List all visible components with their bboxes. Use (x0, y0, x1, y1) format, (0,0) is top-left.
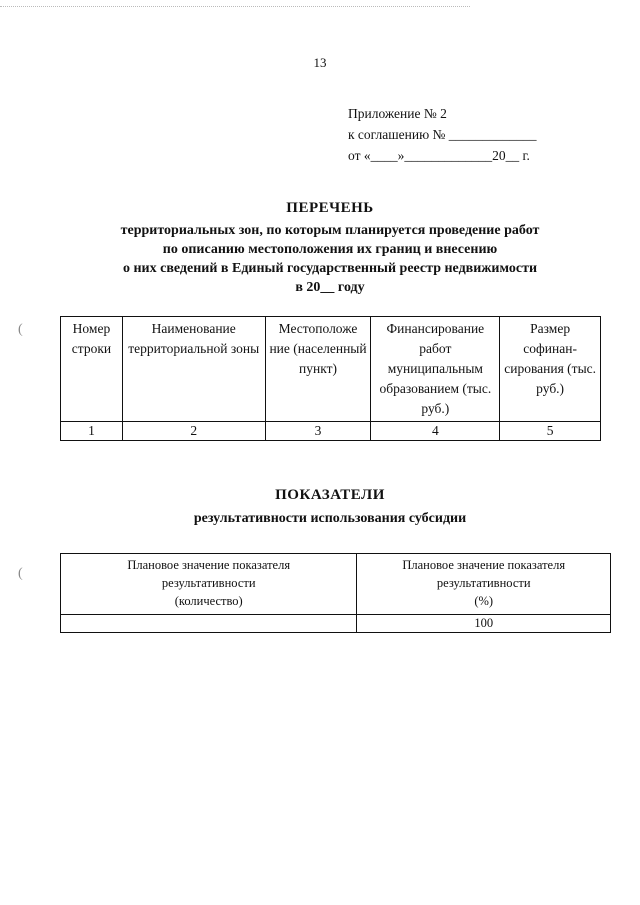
header-line: Плановое значение показателя (127, 558, 291, 572)
header-line: результативности (161, 576, 256, 590)
number-cell: 2 (122, 422, 265, 441)
header-cell: Наименование территориальной зоны (122, 317, 265, 422)
number-cell: 5 (500, 422, 601, 441)
list-subtitle (60, 221, 600, 297)
header-cell: Размер софинан-сирования (тыс. руб.) (500, 317, 601, 422)
scan-artifact-line (0, 6, 470, 7)
header-line: (количество) (174, 594, 243, 608)
header-cell: Финансирование работ муниципальным образованием (тыс. руб.) (371, 317, 500, 422)
list-subtitle-line: в 20__ году (295, 280, 365, 295)
appendix-line-2: к соглашению № _____________ (348, 127, 537, 142)
indicators-table (60, 553, 611, 633)
value-cell: 100 (357, 615, 611, 633)
number-cell: 3 (265, 422, 371, 441)
header-line: результативности (436, 576, 531, 590)
header-cell: Местоположе ние (населенный пункт) (265, 317, 371, 422)
list-subtitle-line: о них сведений в Единый государственный реестр недвижимости (122, 261, 538, 276)
list-subtitle-line: по описанию местоположения их границ и внесению (162, 242, 498, 257)
header-line: Плановое значение показателя (402, 558, 566, 572)
indicators-title: ПОКАЗАТЕЛИ (275, 487, 385, 503)
appendix-line-1: Приложение № 2 (348, 106, 447, 121)
zones-table (60, 316, 601, 441)
value-cell (61, 615, 357, 633)
table-header-row (61, 317, 601, 422)
scan-mark: ( (18, 566, 23, 581)
page-number: 13 (313, 55, 327, 70)
table-value-row (61, 615, 611, 633)
list-subtitle-line: территориальных зон, по которым планируется проведение работ (120, 223, 540, 238)
indicators-subtitle: результативности использования субсидии (193, 511, 467, 526)
scan-mark: ( (18, 322, 23, 337)
number-cell: 1 (61, 422, 123, 441)
table-header-row (61, 554, 611, 615)
appendix-block (348, 103, 537, 166)
list-title: ПЕРЕЧЕНЬ (286, 200, 374, 216)
appendix-line-3: от «____»_____________20__ г. (348, 148, 530, 163)
header-cell (61, 554, 357, 615)
number-cell: 4 (371, 422, 500, 441)
header-line: (%) (474, 594, 494, 608)
header-cell (357, 554, 611, 615)
table-number-row (61, 422, 601, 441)
header-cell: Номер строки (61, 317, 123, 422)
